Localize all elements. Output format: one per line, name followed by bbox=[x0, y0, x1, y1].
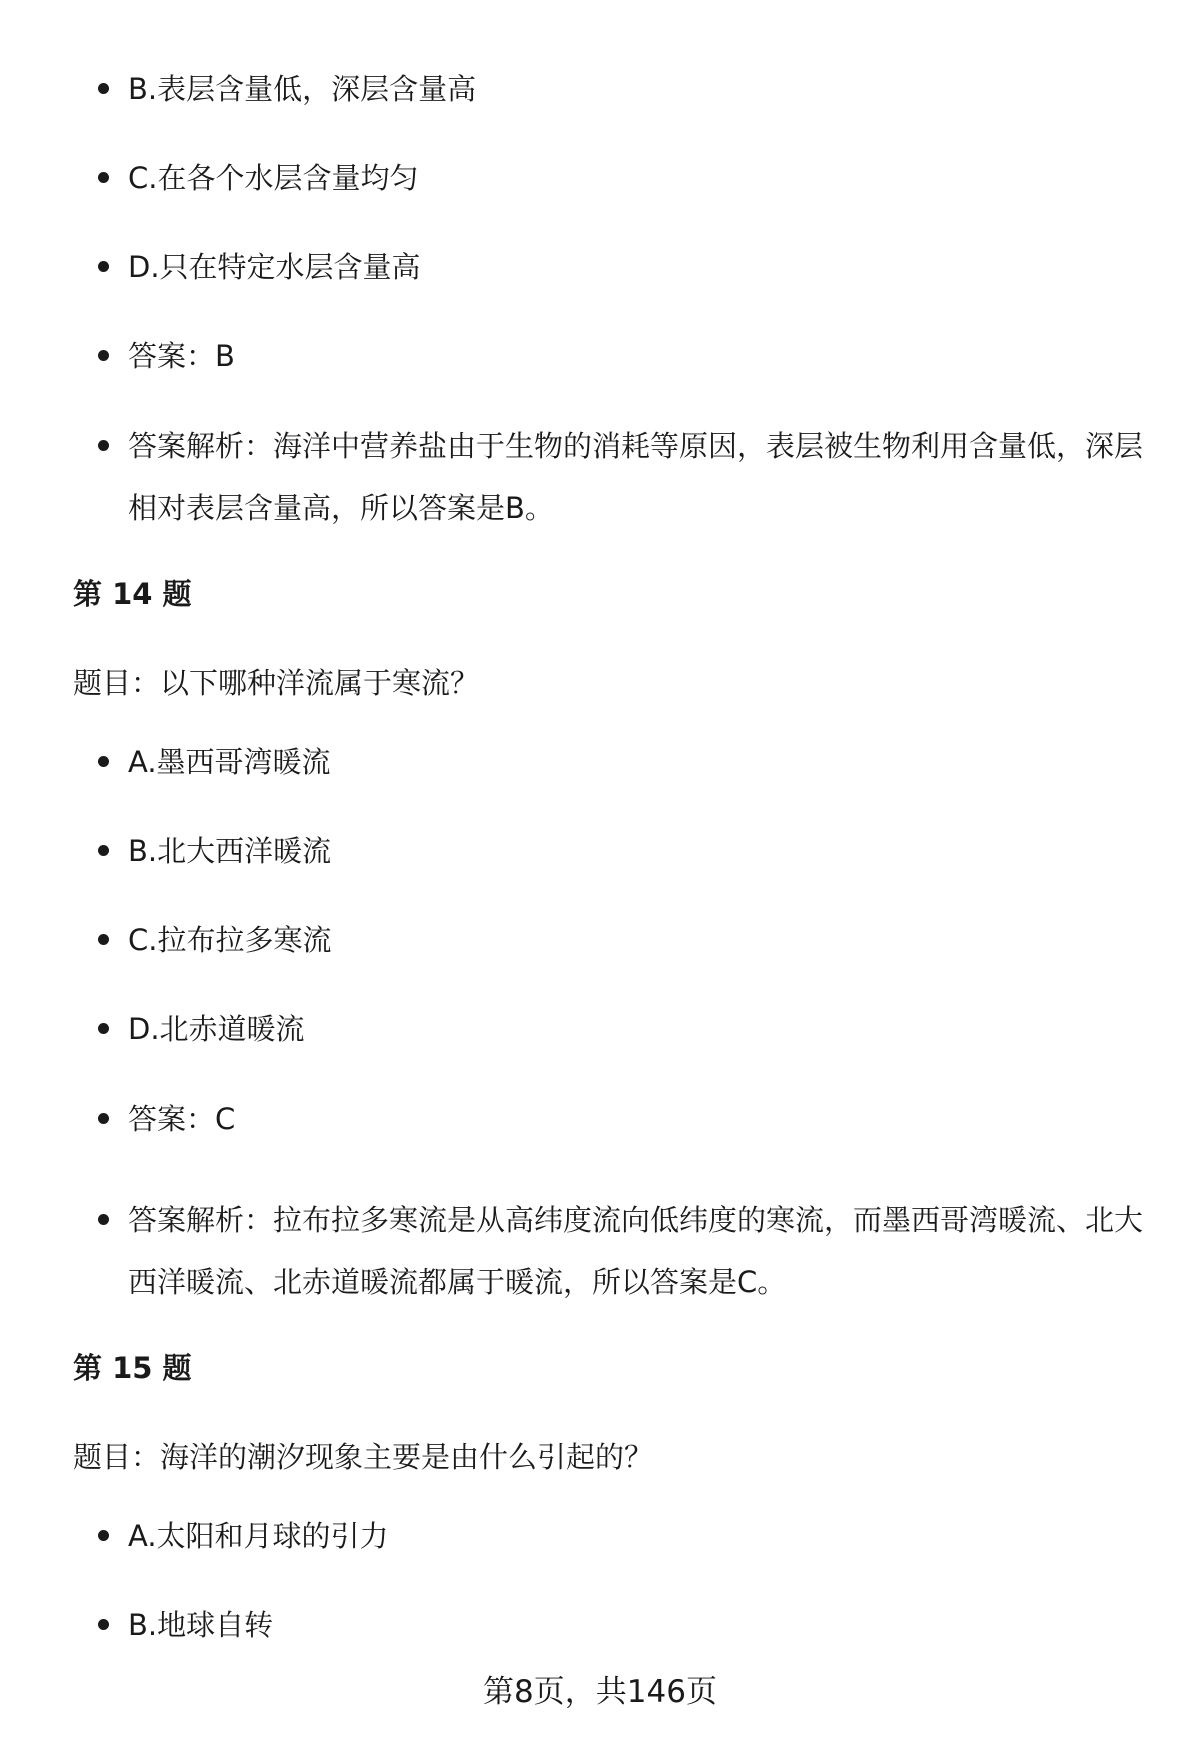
question-15-heading: 第 15 题 bbox=[73, 1351, 192, 1385]
question-15-text: 题目：海洋的潮汐现象主要是由什么引起的？ bbox=[73, 1440, 654, 1474]
option-a: A.墨西哥湾暖流 bbox=[128, 731, 1148, 793]
answer-explanation: 答案解析：拉布拉多寒流是从高纬度流向低纬度的寒流，而墨西哥湾暖流、北大西洋暖流、北赤道暖流都属于暖流，所以答案是C。 bbox=[128, 1189, 1148, 1313]
answer: 答案：B bbox=[128, 325, 1148, 387]
answer: 答案：C bbox=[128, 1088, 1148, 1150]
option-d: D.只在特定水层含量高 bbox=[128, 236, 1148, 298]
question-14-text: 题目：以下哪种洋流属于寒流？ bbox=[73, 666, 480, 700]
answer-explanation: 答案解析：海洋中营养盐由于生物的消耗等原因，表层被生物利用含量低，深层相对表层含量高，所以答案是B。 bbox=[128, 415, 1148, 539]
option-b: B.表层含量低，深层含量高 bbox=[128, 58, 1148, 120]
option-d: D.北赤道暖流 bbox=[128, 998, 1148, 1060]
page-number: 第8页，共146页 bbox=[483, 1674, 717, 1710]
option-c: C.拉布拉多寒流 bbox=[128, 909, 1148, 971]
option-a: A.太阳和月球的引力 bbox=[128, 1505, 1148, 1567]
option-b: B.地球自转 bbox=[128, 1594, 1148, 1656]
question-14-heading: 第 14 题 bbox=[73, 577, 192, 611]
option-b: B.北大西洋暖流 bbox=[128, 820, 1148, 882]
option-c: C.在各个水层含量均匀 bbox=[128, 147, 1148, 209]
